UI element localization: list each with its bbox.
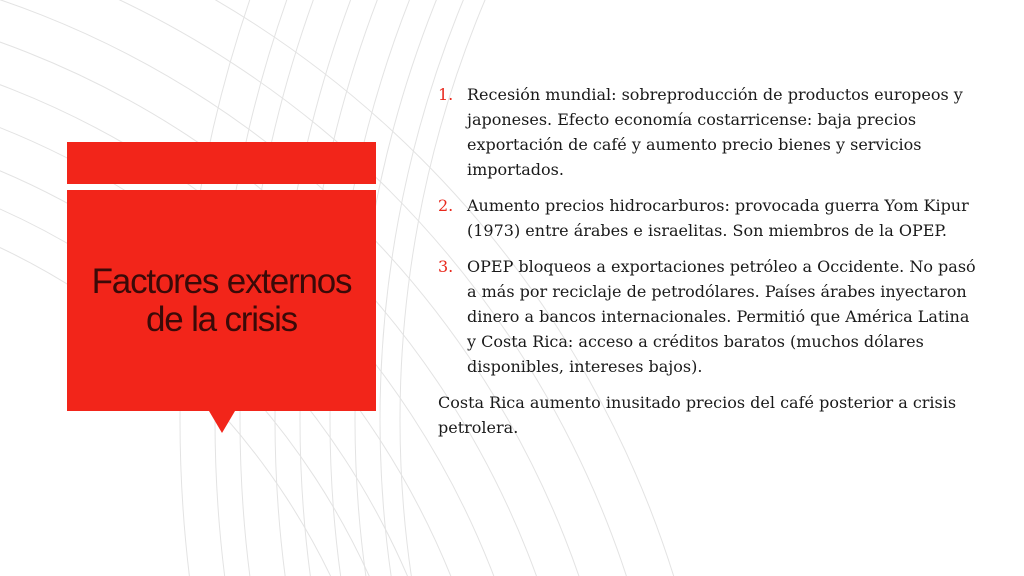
content-body xyxy=(438,82,978,440)
title-panel xyxy=(67,190,376,411)
factors-list xyxy=(438,82,978,379)
list-item xyxy=(438,193,978,243)
slide-title: Factores externos de la crisis xyxy=(91,261,352,339)
list-item xyxy=(438,254,978,379)
item-number: 3. xyxy=(438,257,454,276)
item-number: 1. xyxy=(438,85,454,104)
item-text: OPEP bloqueos a exportaciones petróleo a Occidente. No pasó a más por reciclaje de petrodólares. Países árabes inyectaron dinero a bancos internacionales. Permitió que América Latina y Costa Rica: acceso a créditos baratos (muchos dólares disponibles, intereses bajos). xyxy=(467,257,976,376)
closing-paragraph: Costa Rica aumento inusitado precios del café posterior a crisis petrolera. xyxy=(438,393,957,437)
item-text: Aumento precios hidrocarburos: provocada guerra Yom Kipur (1973) entre árabes e israelitas. Son miembros de la OPEP. xyxy=(467,196,969,240)
title-pointer-triangle xyxy=(209,411,235,433)
list-item xyxy=(438,82,978,182)
item-number: 2. xyxy=(438,196,454,215)
item-text: Recesión mundial: sobreproducción de productos europeos y japoneses. Efecto economía costarricense: baja precios exportación de café y aumento precio bienes y servicios importados. xyxy=(467,85,963,179)
title-accent-bar xyxy=(67,142,376,184)
